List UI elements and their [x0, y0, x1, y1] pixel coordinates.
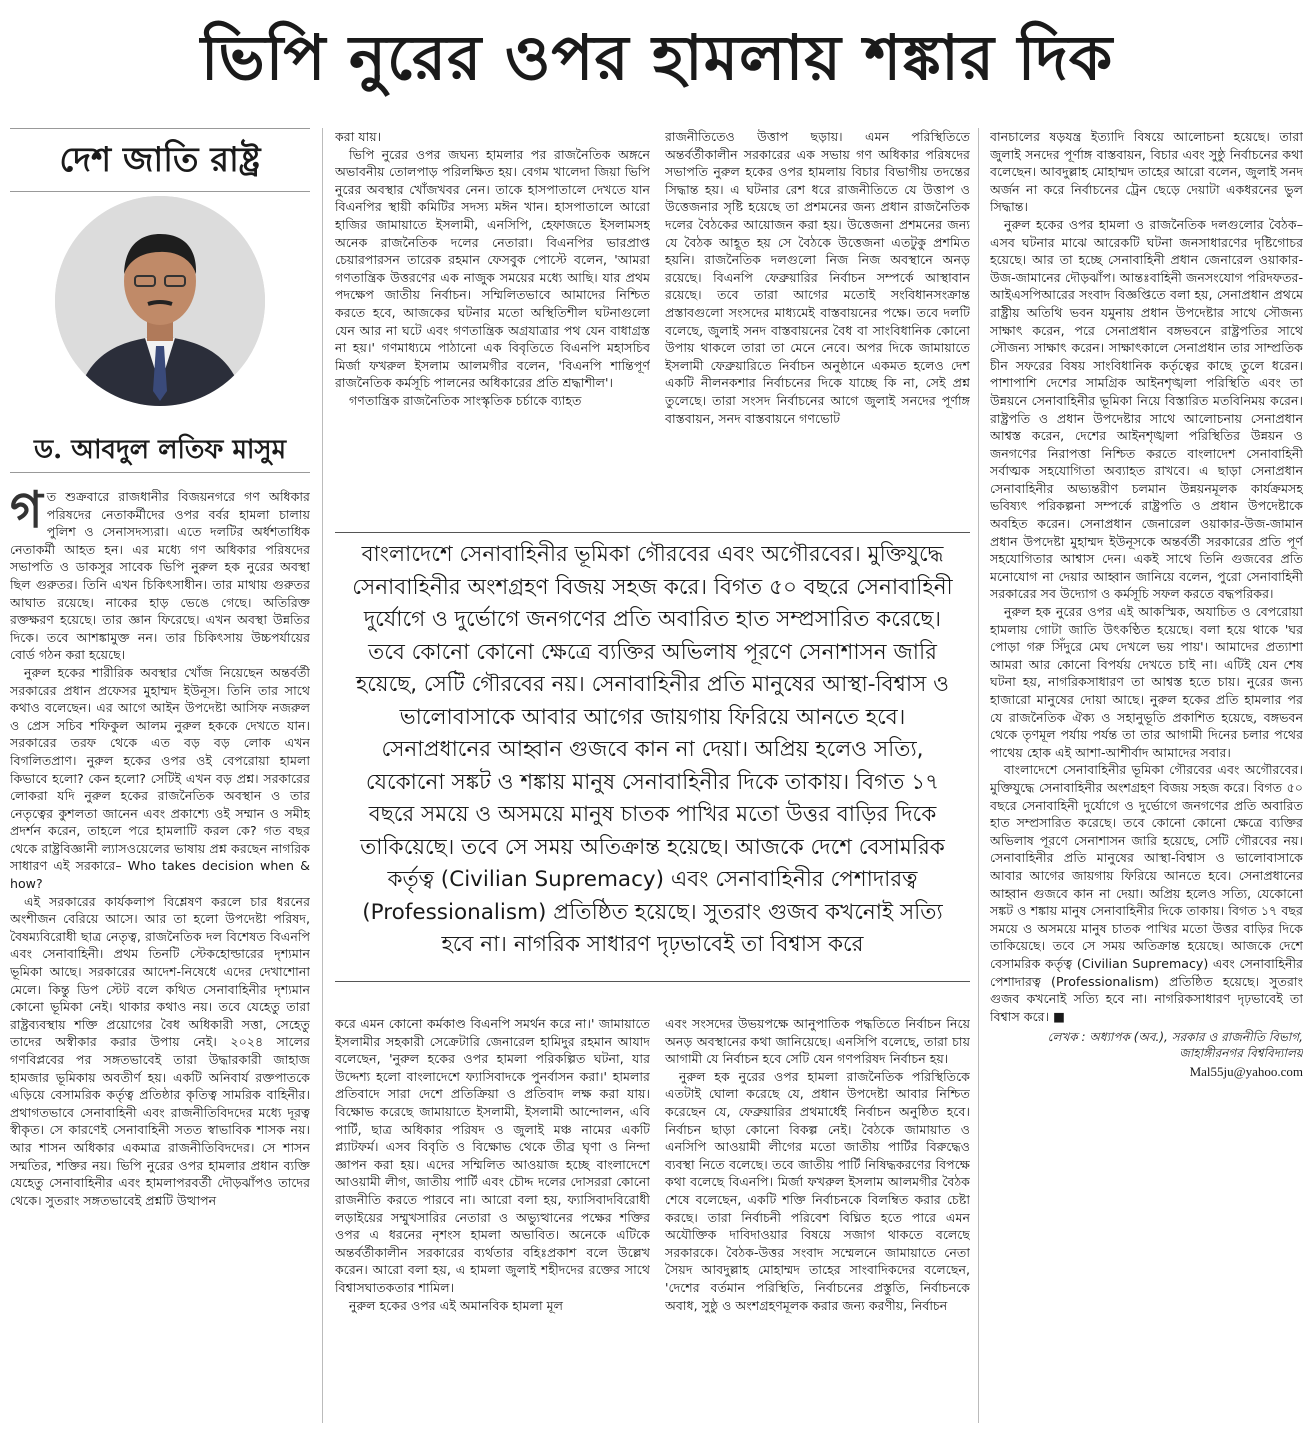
author-name: ড. আবদুল লতিফ মাসুম: [10, 428, 310, 473]
paragraph: করে এমন কোনো কর্মকাণ্ড বিএনপি সমর্থন করে না।' জামায়াতে ইসলামীর সহকারী সেক্রেটারি জেনারেল হামিদুর রহমান আযাদ বলেছেন, 'নুরুল হকের ওপর হামলা পরিকল্পিত ঘটনা, যার উদ্দেশ্য হলো বাংলাদেশে ফ্যাসিবাদকে পুনর্বাসন করা।' হামলার প্রতিবাদে সারা দেশে প্রতিক্রিয়া ও প্রতিবাদ লক্ষ করা যায়। বিক্ষোভ করেছে জামায়াতে ইসলামী, ইসলামী আন্দোলন, এবি পার্টি, ছাত্র অধিকার পরিষদ ও জুলাই মঞ্চ নামের একটি প্ল্যাটফর্ম। এসব বিবৃতি ও বিক্ষোভ থেকে তীব্র ঘৃণা ও নিন্দা জ্ঞাপন করা হয়। এদের সম্মিলিত আওয়াজ হচ্ছে বাংলাদেশে আওয়ামী লীগ, জাতীয় পার্টি এবং চৌদ্দ দলের দোসররা কোনো রাজনীতি করতে পারবে না। আরো বলা হয়, ফ্যাসিবাদবিরোধী লড়াইয়ের সম্মুখসারির নেতারা ও অভ্যুত্থানের পক্ষের শক্তির ওপর এ ধরনের নৃশংস হামলা অভাবিত। অনেকে এটিকে অন্তর্বর্তীকালীন সরকারের ব্যর্থতার বহিঃপ্রকাশ বলে উল্লেখ করেন। আরো বলা হয়, এ হামলা জুলাই শহীদদের রক্তের সাথে বিশ্বাসঘাতকতার শামিল।: [335, 1016, 650, 1295]
article-column-1: [10, 488, 310, 1423]
paragraph: নুরুল হকের ওপর হামলা ও রাজনৈতিক দলগুলোর বৈঠক– এসব ঘটনার মাঝে আরেকটি ঘটনা জনসাধারণের দৃষ্টিগোচর হয়েছে। আর তা হচ্ছে সেনাবাহিনী প্রধান জেনারেল ওয়াকার-উজ-জামানের দৌড়ঝাঁপ। আন্তঃবাহিনী জনসংযোগ পরিদফতর-আইএসপিআরের সংবাদ বিজ্ঞপ্তিতে বলা হয়, সেনাপ্রধান প্রথমে রাষ্ট্রীয় অতিথি ভবন যমুনায় প্রধান উপদেষ্টার সাথে সৌজন্য সাক্ষাৎ করেন, পরে সেনাপ্রধান বঙ্গভবনে রাষ্ট্রপতির সাথে সৌজন্য সাক্ষাৎ করেন। সাক্ষাৎকালে সেনাপ্রধান তার সাম্প্রতিক চীন সফরের বিষয় সাংবিধানিক কর্তৃত্বের কাছে তুলে ধরেন। পাশাপাশি দেশের সামগ্রিক আইনশৃঙ্খলা পরিস্থিতি এবং তা উন্নয়নে সেনাবাহিনীর ভূমিকা নিয়ে বিস্তারিত মতবিনিময় করেন। রাষ্ট্রপতি ও প্রধান উপদেষ্টার সাথে আলোচনায় সেনাপ্রধান আশ্বস্ত করেন, দেশের আইনশৃঙ্খলা পরিস্থিতির উন্নয়ন ও জনগণের নিরাপত্তা নিশ্চিত করতে বাংলাদেশ সেনাবাহিনী সর্বাত্মক সহযোগিতা অব্যাহত রাখবে। এ ছাড়া সেনাপ্রধান সেনাবাহিনীর অভ্যন্তরীণ চলমান উন্নয়নমূলক কার্যক্রমসহ ভবিষ্যৎ পরিকল্পনা সম্পর্কে রাষ্ট্রপতি ও প্রধান উপদেষ্টাকে অবহিত করেন। সেনাপ্রধান জেনারেল ওয়াকার-উজ-জামান প্রধান উপদেষ্টা মুহাম্মদ ইউনূসকে অন্তর্বর্তী সরকারের প্রতি পূর্ণ সহযোগিতার আশ্বাস দেন। একই সাথে তিনি গুজবের প্রতি মনোযোগ না দেয়ার আহ্বান জানিয়ে বলেন, পুরো সেনাবাহিনী সরকারের সব উদ্যোগ ও কর্মসূচি সফল করতে বদ্ধপরিকর।: [990, 216, 1303, 602]
author-photo: [55, 196, 265, 406]
article-column-3-bottom: [665, 1015, 970, 1423]
column-divider: [978, 128, 979, 1423]
column-divider: [322, 128, 323, 1423]
column-section-title: দেশ জাতি রাষ্ট্র: [10, 128, 310, 192]
article-column-3-top: [665, 128, 970, 520]
paragraph: বাংলাদেশে সেনাবাহিনীর ভূমিকা গৌরবের এবং অগৌরবের। মুক্তিযুদ্ধে সেনাবাহিনীর অংশগ্রহণ বিজয় সহজ করে। বিগত ৫০ বছরে সেনাবাহিনী দুর্যোগে ও দুর্ভোগে জনগণের প্রতি অবারিত হাত সম্প্রসারিত করেছে। তবে কোনো কোনো ক্ষেত্রে ব্যক্তির অভিলাষ পূরণে সেনাশাসন জারি হয়েছে, সেটি গৌরবের নয়। সেনাবাহিনীর প্রতি মানুষের আস্থা-বিশ্বাস ও ভালোবাসাকে আবার আগের জায়গায় ফিরিয়ে আনতে হবে। সেনাপ্রধানের আহ্বান গুজবে কান না দেয়া। অপ্রিয় হলেও সত্যি, যেকোনো সঙ্কট ও শঙ্কায় মানুষ সেনাবাহিনীর দিকে তাকায়। বিগত ১৭ বছর সময়ে ও অসময়ে মানুষ চাতক পাখির মতো উত্তর বাড়ির দিকে তাকিয়েছে। তবে সে সময় অতিক্রান্ত হয়েছে। আজকে দেশে বেসামরিক কর্তৃত্ব (Civilian Supremacy) এবং সেনাবাহিনীর পেশাদারত্ব (Professionalism) প্রতিষ্ঠিত হয়েছে। সুতরাং গুজব কখনোই সত্যি হবে না। নাগরিকসাধারণ দৃঢ়ভাবেই তা বিশ্বাস করে। ■: [990, 762, 1303, 1024]
paragraph: এবং সংসদের উভয়পক্ষে আনুপাতিক পদ্ধতিতে নির্বাচন নিয়ে অনড় অবস্থানের কথা জানিয়েছে। এনসিপি বলেছে, তারা চায় আগামী যে নির্বাচন হবে সেটি যেন গণপরিষদ নির্বাচন হয়।: [665, 1016, 970, 1067]
paragraph: [10, 488, 310, 664]
pull-quote: বাংলাদেশে সেনাবাহিনীর ভূমিকা গৌরবের এবং অগৌরবের। মুক্তিযুদ্ধে সেনাবাহিনীর অংশগ্রহণ বিজয় সহজ করে। বিগত ৫০ বছরে সেনাবাহিনী দুর্যোগে ও দুর্ভোগে জনগণের প্রতি অবারিত হাত সম্প্রসারিত করেছে। তবে কোনো কোনো ক্ষেত্রে ব্যক্তির অভিলাষ পূরণে সেনাশাসন জারি হয়েছে, সেটি গৌরবের নয়। সেনাবাহিনীর প্রতি মানুষের আস্থা-বিশ্বাস ও ভালোবাসাকে আবার আগের জায়গায় ফিরিয়ে আনতে হবে। সেনাপ্রধানের আহ্বান গুজবে কান না দেয়া। অপ্রিয় হলেও সত্যি, যেকোনো সঙ্কট ও শঙ্কায় মানুষ সেনাবাহিনীর দিকে তাকায়। বিগত ১৭ বছরে সময়ে ও অসময়ে মানুষ চাতক পাখির মতো উত্তর বাড়ির দিকে তাকিয়েছে। তবে সে সময় অতিক্রান্ত হয়েছে। আজকে দেশে বেসামরিক কর্তৃত্ব (Civilian Supremacy) এবং সেনাবাহিনীর পেশাদারত্ব (Professionalism) প্রতিষ্ঠিত হয়েছে। সুতরাং গুজব কখনোই সত্যি হবে না। নাগরিক সাধারণ দৃঢ়ভাবেই তা বিশ্বাস করে: [335, 532, 970, 982]
paragraph: বানচালের ষড়যন্ত্র ইত্যাদি বিষয়ে আলোচনা হয়েছে। তারা জুলাই সনদের পূর্ণাঙ্গ বাস্তবায়ন, বিচার এবং সুষ্ঠু নির্বাচনের কথা বলেছেন। আবদুল্লাহ মোহাম্মদ তাহের আরো বলেন, জুলাই সনদ অর্জন না করে নির্বাচনের ট্রেন ছেড়ে দেয়াটা একধরনের ভুল সিদ্ধান্ত।: [990, 129, 1303, 215]
paragraph: নুরুল হকের ওপর এই অমানবিক হামলা মূল: [349, 1297, 564, 1313]
paragraph: ভিপি নুরের ওপর জঘন্য হামলার পর রাজনৈতিক অঙ্গনে অভাবনীয় তোলপাড় পরিলক্ষিত হয়। বেগম খালেদা জিয়া ভিপি নুরের অবস্থার খোঁজখবর নেন। তাকে হাসপাতালে দেখতে যান বিএনপির স্থায়ী কমিটির সদস্য মঈন খান। হাসপাতালে আরো হাজির জামায়াতে ইসলামী, এনসিপি, হেফাজতে ইসলামসহ অনেক রাজনৈতিক দলের নেতারা। বিএনপির ভারপ্রাপ্ত চেয়ারপারসন তারেক রহমান ফেসবুক পোস্টে বলেন, 'আমরা গণতান্ত্রিক উত্তরণের এক নাজুক সময়ের মধ্যে আছি। যার প্রথম পদক্ষেপ জাতীয় নির্বাচন। সম্মিলিতভাবে আমাদের নিশ্চিত করতে হবে, আজকের ঘটনার মতো অস্থিতিশীল ঘটনাগুলো যেন আর না ঘটে এবং গণতান্ত্রিক অগ্রযাত্রার পথ যেন বাধাগ্রস্ত না হয়।' গণমাধ্যমে পাঠানো এক বিবৃতিতে বিএনপি মহাসচিব মির্জা ফখরুল ইসলাম আলমগীর বলেন, 'বিএনপি শান্তিপূর্ণ রাজনৈতিক কর্মসূচি পালনের অধিকারের প্রতি শ্রদ্ধাশীল'।: [335, 146, 650, 391]
drop-cap: গ: [10, 488, 43, 539]
author-portrait-icon: [55, 196, 265, 406]
paragraph: রাজনীতিতেও উত্তাপ ছড়ায়। এমন পরিস্থিতিতে অন্তর্বর্তীকালীন সরকারের এক সভায় গণ অধিকার পরিষদের সভাপতি নুরুল হকের ওপর হামলায় বিচার বিভাগীয় তদন্তের সিদ্ধান্ত হয়। এ ঘটনার রেশ ধরে রাজনীতিতে যে উত্তাপ ও উত্তেজনার সৃষ্টি হয়েছে তা প্রশমনের জন্য প্রধান রাজনৈতিক দলের বৈঠকের আয়োজন করা হয়। উত্তেজনা প্রশমনের জন্য যে বৈঠক আহূত হয় সে বৈঠকে উত্তেজনা এতটুকু প্রশমিত হয়নি। রাজনৈতিক দলগুলো নিজ নিজ অবস্থানে অনড় রয়েছে। বিএনপি ফেব্রুয়ারির নির্বাচন সম্পর্কে আস্থাবান রয়েছে। তবে তারা আগের মতোই সংবিধানসংক্রান্ত প্রস্তাবগুলো সংসদের মাধ্যমেই বাস্তবায়নের পক্ষে। তবে দলটি বলেছে, জুলাই সনদ বাস্তবায়নের বৈধ বা সাংবিধানিক কোনো উপায় থাকলে তারা তা মেনে নেবে। অপর দিকে জামায়াতে ইসলামী ফেব্রুয়ারিতে নির্বাচন অনুষ্ঠানে একমত হলেও দেশ একটি নীলনকশার নির্বাচনের দিকে যাচ্ছে কি না, সেই প্রশ্ন তুলেছে। তারা সংসদ নির্বাচনের আগে জুলাই সনদের পূর্ণাঙ্গ বাস্তবায়ন, সনদ বাস্তবায়নে গণভোট: [665, 129, 970, 426]
paragraph: নুরুল হকের শারীরিক অবস্থার খোঁজ নিয়েছেন অন্তর্বর্তী সরকারের প্রধান প্রফেসর মুহাম্মদ ইউনূস। তিনি তার সাথে কথাও বলেছেন। এর আগে আইন উপদেষ্টা আসিফ নজরুল ও প্রেস সচিব শফিকুল আলম নুরুল হককে দেখতে যান। সরকারের তরফ থেকে এত বড় বড় লোক এখন বিগলিতপ্রাণ। নুরুল হকের ওপর ওই বেপরোয়া হামলা কিভাবে হলো? কেন হলো? সেটিই এখন বড় প্রশ্ন। সরকারের লোকরা যদি নুরুল হকের রাজনৈতিক অবস্থান ও তার নেতৃত্বের কুশলতা জানেন এবং প্রকাশ্যে ওই সম্মান ও সমীহ প্রদর্শন করেন, তাহলে পরে হামলাটি করল কে? গত বছর থেকে রাষ্ট্রবিজ্ঞানী ল্যাসওয়েলের ভাষায় প্রশ্ন করছেন নাগরিক সাধারণ এই সরকারে– Who takes decision when & how?: [10, 664, 310, 892]
paragraph: গণতান্ত্রিক রাজনৈতিক সাংস্কৃতিক চর্চাকে ব্যাহত: [349, 392, 582, 408]
article-column-2-top: [335, 128, 650, 520]
paragraph-text: ত শুক্রবারে রাজধানীর বিজয়নগরে গণ অধিকার পরিষদের নেতাকর্মীদের ওপর বর্বর হামলা চালায় পুলিশ ও সেনাসদস্যরা। এতে দলটির অর্ধশতাধিক নেতাকর্মী আহত হন। এর মধ্যে গণ অধিকার পরিষদের সভাপতি ও ডাকসুর সাবেক ভিপি নুরুল হক নুরের অবস্থা ছিল গুরুতর। তিনি এখন চিকিৎসাধীন। তার মাথায় গুরুতর আঘাত রয়েছে। নাকের হাড় ভেঙে গেছে। অতিরিক্ত রক্তক্ষরণ হয়েছে। তার জ্ঞান ফিরেছে। এখন অবস্থা উন্নতির দিকে। তবে আশঙ্কামুক্ত নন। তার চিকিৎসায় উচ্চপর্যায়ের বোর্ড গঠন করা হয়েছে।: [10, 489, 310, 663]
article-column-4: [990, 128, 1303, 1423]
paragraph: নুরুল হক নুরের ওপর হামলা রাজনৈতিক পরিস্থিতিকে এতটাই ঘোলা করেছে যে, প্রধান উপদেষ্টা আবার নিশ্চিত করেছেন যে, ফেব্রুয়ারির প্রথমার্ধেই নির্বাচন অনুষ্ঠিত হবে। নির্বাচন ছাড়া কোনো বিকল্প নেই। বৈঠকে জামায়াত ও এনসিপি আওয়ামী লীগের মতো জাতীয় পার্টির বিরুদ্ধেও ব্যবস্থা নিতে বলেছে। তবে জাতীয় পার্টি নিষিদ্ধকরণের বিপক্ষে কথা বলেছে বিএনপি। মির্জা ফখরুল ইসলাম আলমগীর বৈঠক শেষে বলেছেন, একটি শক্তি নির্বাচনকে বিলম্বিত করার চেষ্টা করছে। তারা নির্বাচনী পরিবেশ বিঘ্নিত হতে পারে এমন অযৌক্তিক দাবিদাওয়ার বিষয়ে সজাগ থাকতে বলেছে সরকারকে। বৈঠক-উত্তর সংবাদ সম্মেলনে জামায়াতে নেতা সৈয়দ আবদুল্লাহ মোহাম্মদ তাহের সাংবাদিকদের বলেছেন, 'দেশের বর্তমান পরিস্থিতি, নির্বাচনের প্রস্তুতি, নির্বাচনকে অবাধ, সুষ্ঠু ও অংশগ্রহণমূলক করার জন্য করণীয়, নির্বাচন: [665, 1068, 970, 1313]
paragraph: করা যায়।: [335, 129, 382, 144]
author-byline: [990, 1029, 1303, 1061]
paragraph: নুরুল হক নুরের ওপর এই আকস্মিক, অযাচিত ও বেপরোয়া হামলায় গোটা জাতি উৎকণ্ঠিত হয়েছে। বলা হয়ে থাকে 'ঘর পোড়া গরু সিঁদুরে মেঘ দেখলে ভয় পায়'। আমাদের প্রত্যাশা আমরা আর কোনো বিপর্যয় দেখতে চাই না। এটিই যেন শেষ ঘটনা হয়, নাগরিকসাধারণ তা আশ্বস্ত হতে চায়। নুরের জন্য হাজারো মানুষের দোয়া আছে। নুরুল হকের প্রতি হামলার পর যে রাজনৈতিক ঐক্য ও সহানুভূতি প্রকাশিত হয়েছে, বঙ্গভবন থেকে তৃণমূল পর্যায় পর্যন্ত তা তার আগামী দিনের চলার পথের পাথেয় হোক এই আশা-আশীর্বাদ আমাদের সবার।: [990, 604, 1303, 760]
byline-university: জাহাঙ্গীরনগর বিশ্ববিদ্যালয়: [1179, 1046, 1303, 1061]
paragraph: এই সরকারের কার্যকলাপ বিশ্লেষণ করলে চার ধরনের অংশীজন বেরিয়ে আসে। আর তা হলো উপদেষ্টা পরিষদ, বৈষম্যবিরোধী ছাত্র নেতৃত্ব, রাজনৈতিক দল বিশেষত বিএনপি এবং সেনাবাহিনী। প্রথম তিনটি স্টেকহোল্ডারের দৃশ্যমান ভূমিকা আছে। সরকারের আদেশ-নিষেধে এদের দেখাশোনা মেলে। কিন্তু ডিপ স্টেট বলে কথিত সেনাবাহিনীর দৃশ্যমান কোনো ভূমিকা নেই। থাকার কথাও নয়। তবে যেহেতু তারা রাষ্ট্রব্যবস্থায় শক্তি প্রয়োগের বৈধ অধিকারী সত্তা, সেহেতু তাদের অস্বীকার করার উপায় নেই। ২০২৪ সালের গণবিপ্লবের পর সঙ্গতভাবেই তারা উদ্ধারকারী জাহাজ হামজার ভূমিকায় অবতীর্ণ হয়। একটি অনিবার্য রক্তপাতকে এড়িয়ে বেসামরিক কর্তৃত্ব প্রতিষ্ঠার কৃতিত্ব সামরিক বাহিনীর। প্রথাগতভাবে সেনাবাহিনী এবং রাজনীতিবিদদের মধ্যে দূরত্ব স্বীকৃত। সে কারণেই সেনাবাহিনী সতত স্বাভাবিক শাসক নয়। আর শাসন অধিকার একমাত্র রাজনীতিবিদদের। সে শাসন সম্মতির, শক্তির নয়। ভিপি নুরের ওপর হামলার প্রধান ব্যক্তি যেহেতু সেনাবাহিনীর এবং হামলাপরবর্তী দৌড়ঝাঁপও তাদের থেকে। সুতরাং সঙ্গতভাবেই প্রশ্নটি উত্থাপন: [10, 893, 310, 1208]
article-headline: ভিপি নুরের ওপর হামলায় শঙ্কার দিক: [200, 21, 1114, 94]
article-column-2-bottom: [335, 1015, 650, 1423]
byline-title: লেখক : অধ্যাপক (অব.), সরকার ও রাজনীতি বিভাগ,: [1047, 1030, 1303, 1045]
author-email: Mal55ju@yahoo.com: [1189, 1064, 1303, 1080]
